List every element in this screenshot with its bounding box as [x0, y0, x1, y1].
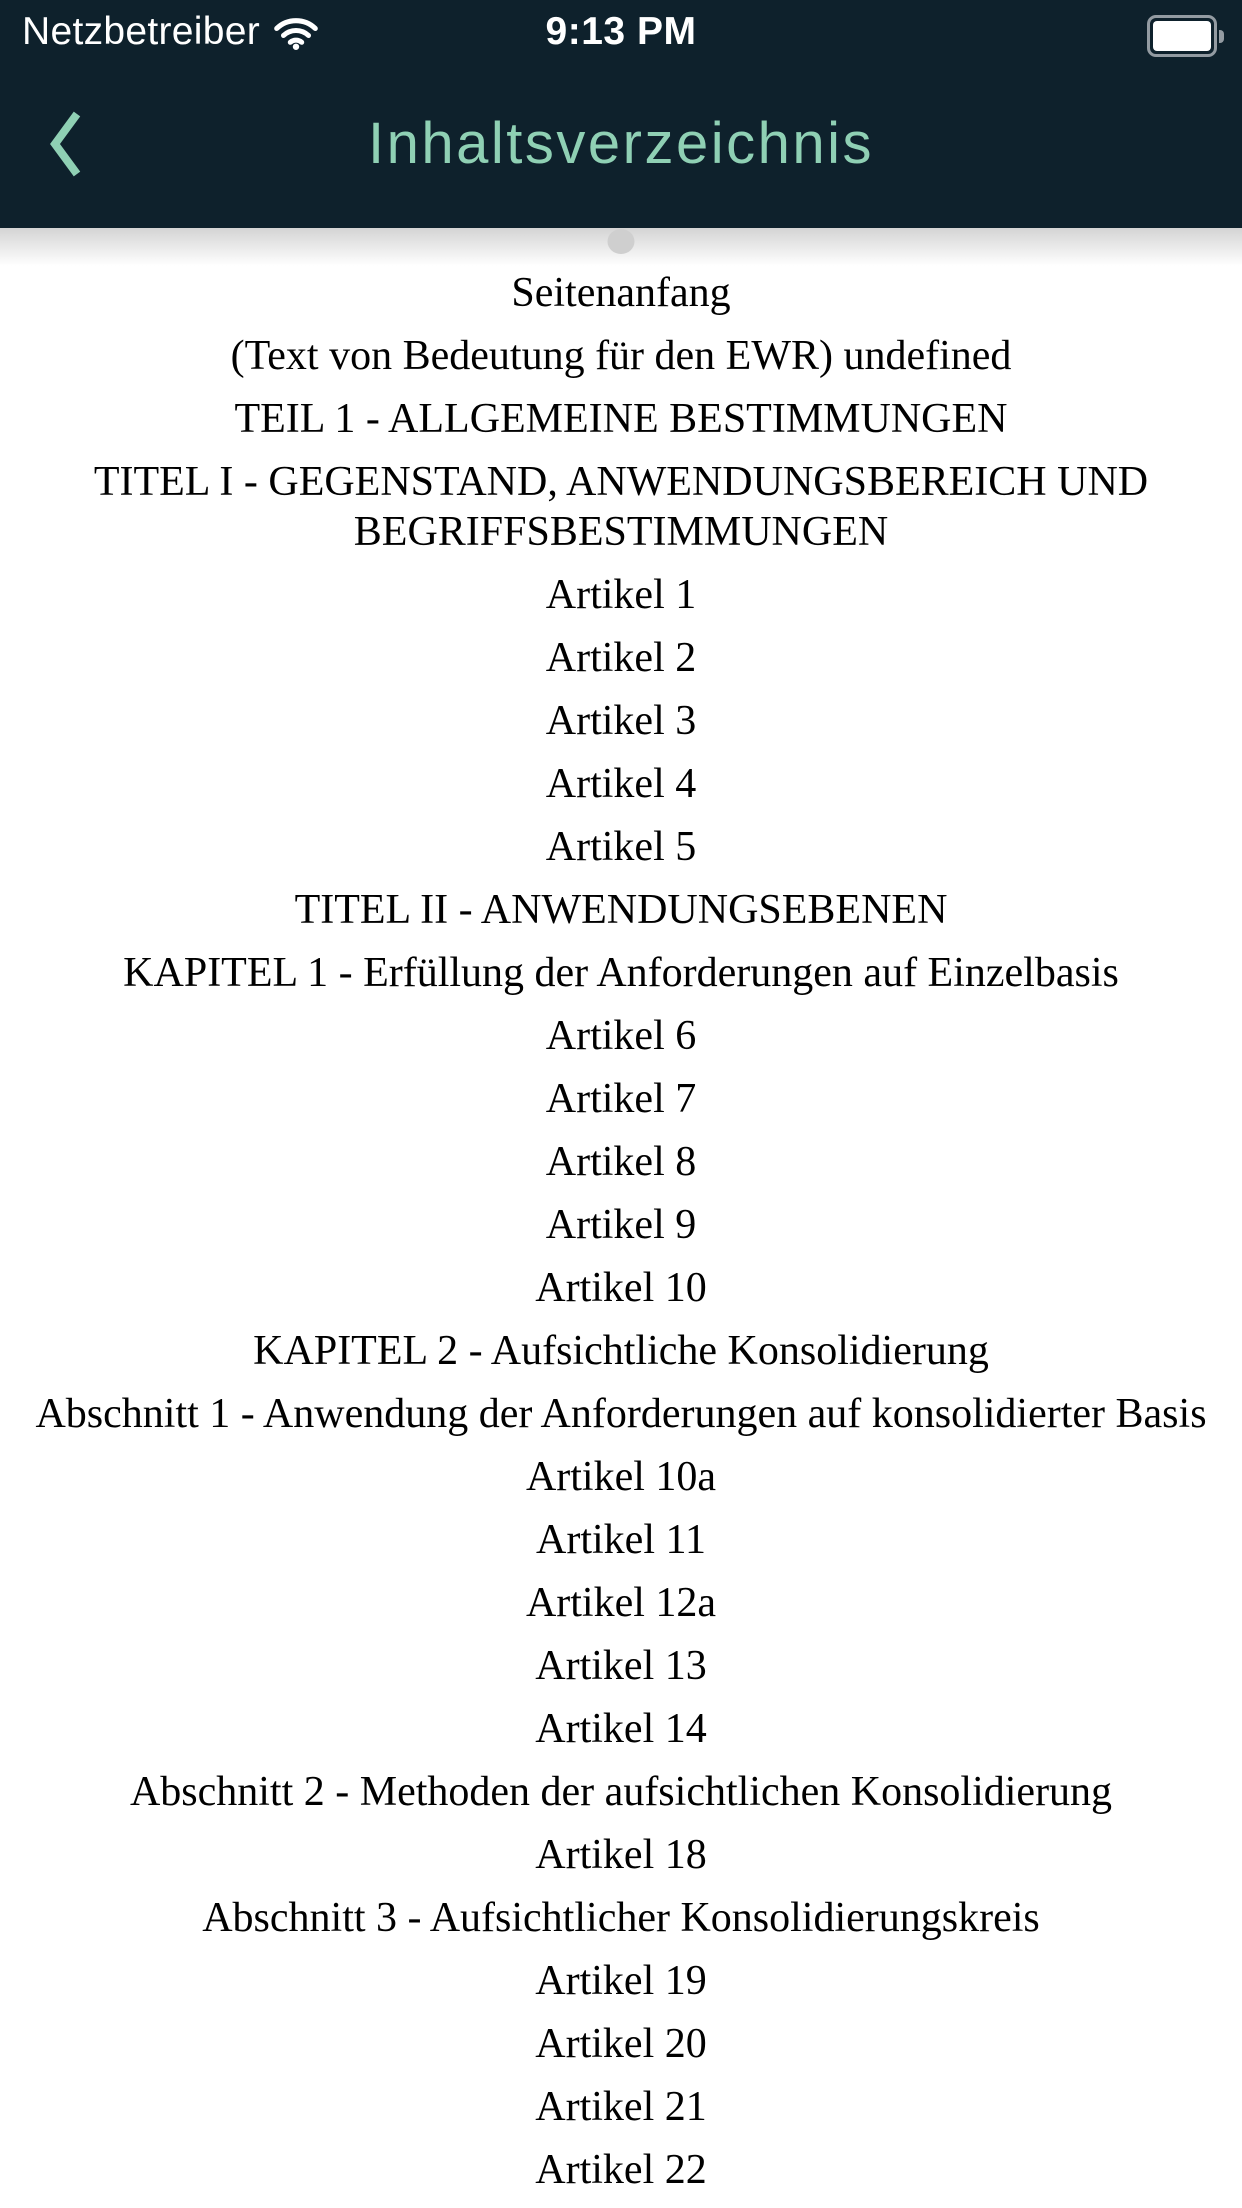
page-title: Inhaltsverzeichnis	[368, 111, 874, 176]
toc-item[interactable]: Artikel 21	[535, 2084, 707, 2130]
battery-icon	[1147, 15, 1224, 57]
battery-nub	[1219, 30, 1224, 43]
toc-item[interactable]: Artikel 14	[535, 1706, 707, 1752]
toc-item[interactable]: Artikel 8	[545, 1139, 697, 1185]
toc-item[interactable]: Seitenanfang	[511, 270, 731, 316]
toc-item[interactable]: Artikel 3	[545, 698, 697, 744]
table-of-contents	[0, 228, 1242, 2208]
battery-fill	[1153, 21, 1211, 51]
toc-item[interactable]: Artikel 20	[535, 2021, 707, 2067]
toc-item[interactable]: KAPITEL 2 - Aufsichtliche Konsolidierung	[253, 1328, 989, 1374]
toc-item[interactable]: Artikel 22	[535, 2147, 707, 2193]
toc-item[interactable]: KAPITEL 1 - Erfüllung der Anforderungen auf Einzelbasis	[123, 950, 1119, 996]
toc-item[interactable]: Abschnitt 2 - Methoden der aufsichtlichen Konsolidierung	[129, 1769, 1113, 1815]
toc-item[interactable]: TITEL I - GEGENSTAND, ANWENDUNGSBEREICH UND BEGRIFFSBESTIMMUNGEN	[93, 459, 1149, 555]
toc-item[interactable]: (Text von Bedeutung für den EWR) undefined	[230, 333, 1012, 379]
toc-item[interactable]: Abschnitt 1 - Anwendung der Anforderungen auf konsolidierter Basis	[35, 1391, 1207, 1437]
toc-item[interactable]: Artikel 5	[545, 824, 697, 870]
toc-item[interactable]: Artikel 12a	[525, 1580, 717, 1626]
toc-item[interactable]: Artikel 13	[535, 1643, 707, 1689]
toc-item[interactable]: TEIL 1 - ALLGEMEINE BESTIMMUNGEN	[234, 396, 1008, 442]
toc-item[interactable]: Artikel 2	[545, 635, 697, 681]
toc-item[interactable]: Artikel 6	[545, 1013, 697, 1059]
toc-item[interactable]: Artikel 1	[545, 572, 697, 618]
toc-item[interactable]: Artikel 18	[535, 1832, 707, 1878]
toc-item[interactable]: Artikel 9	[545, 1202, 697, 1248]
toc-item[interactable]: TITEL II - ANWENDUNGSEBENEN	[294, 887, 948, 933]
header	[0, 0, 1242, 228]
content-scroll-area[interactable]	[0, 228, 1242, 2208]
toc-item[interactable]: Artikel 10	[535, 1265, 707, 1311]
toc-item[interactable]: Artikel 19	[535, 1958, 707, 2004]
status-time: 9:13 PM	[545, 10, 697, 53]
toc-item[interactable]: Artikel 10a	[525, 1454, 717, 1500]
toc-item[interactable]: Abschnitt 3 - Aufsichtlicher Konsolidierungskreis	[202, 1895, 1040, 1941]
carrier-label: Netzbetreiber	[22, 10, 261, 53]
toc-item[interactable]: Artikel 11	[536, 1517, 706, 1563]
toc-item[interactable]: Artikel 7	[545, 1076, 697, 1122]
nav-bar	[0, 64, 1242, 228]
toc-item[interactable]: Artikel 4	[545, 761, 697, 807]
status-bar	[0, 0, 1242, 64]
